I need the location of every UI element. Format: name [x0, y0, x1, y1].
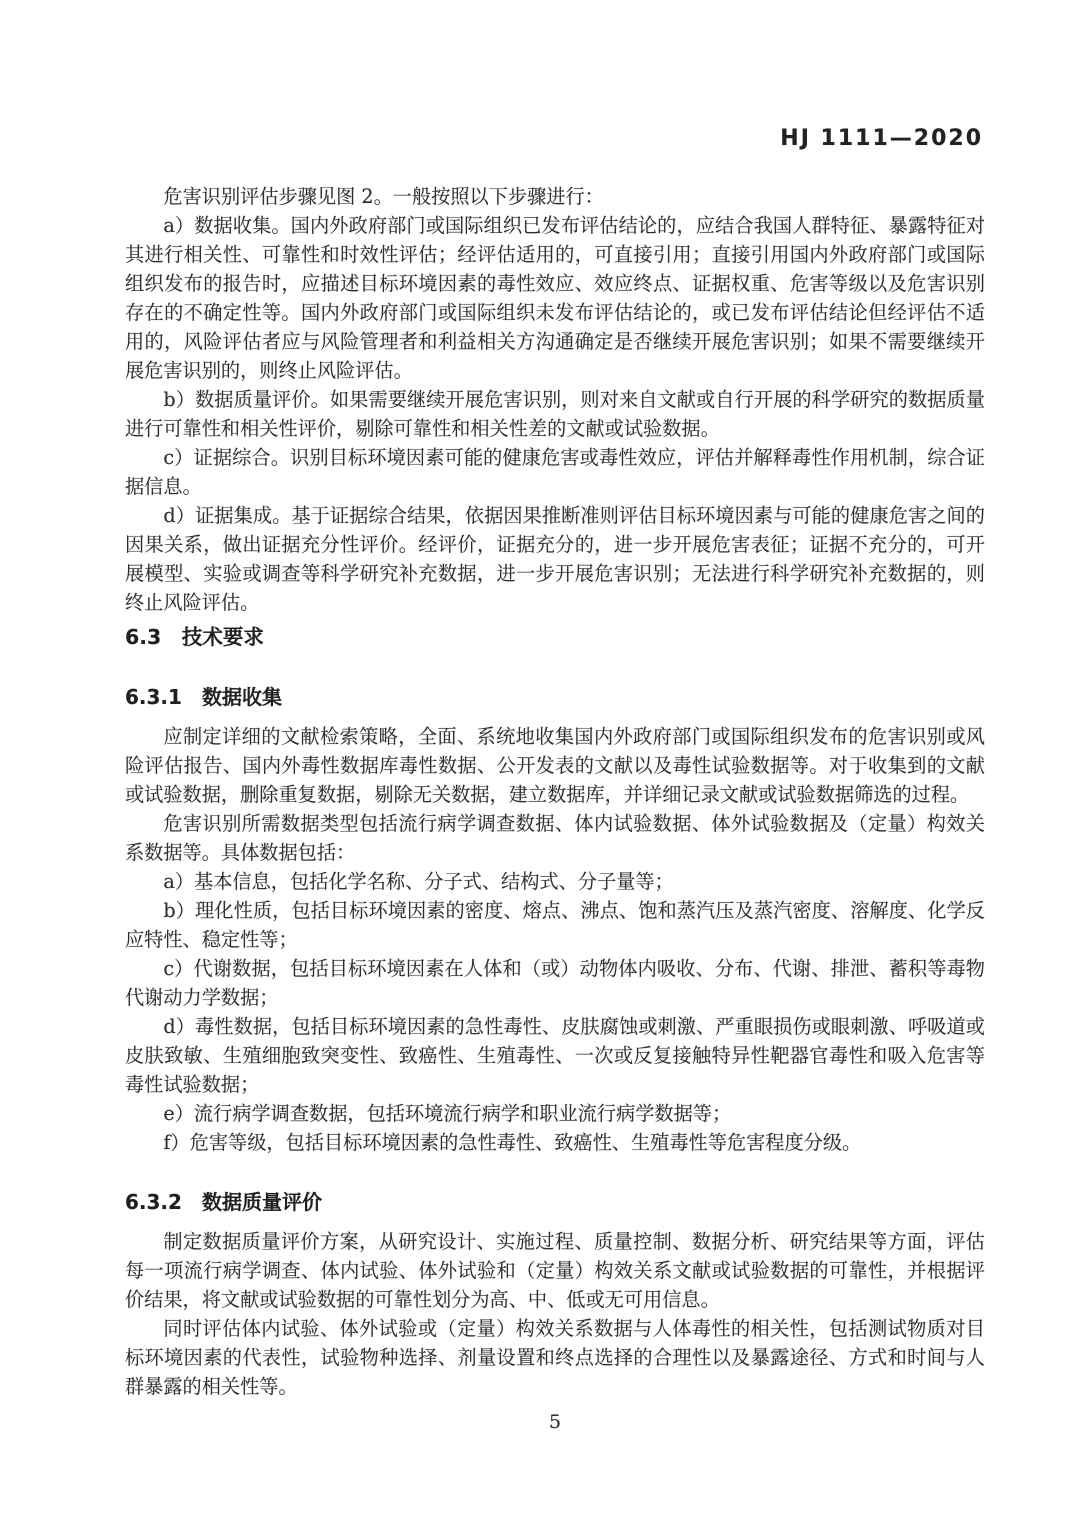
step-d-paragraph: d）证据集成。基于证据综合结果，依据因果推断准则评估目标环境因素与可能的健康危害之间的因果关系，做出证据充分性评价。经评价，证据充分的，进一步开展危害表征；证据不充分的，可开展模型、实验或调查等科学研究补充数据，进一步开展危害识别；无法进行科学研究补充数据的，则终止风险评估。 [125, 504, 985, 614]
data-item-f: f）危害等级，包括目标环境因素的急性毒性、致癌性、生殖毒性等危害程度分级。 [163, 1131, 862, 1154]
data-item-c: c）代谢数据，包括目标环境因素在人体和（或）动物体内吸收、分布、代谢、排泄、蓄积等毒物代谢动力学数据； [125, 957, 985, 1009]
data-item-d: d）毒性数据，包括目标环境因素的急性毒性、皮肤腐蚀或刺激、严重眼损伤或眼刺激、呼吸道或皮肤致敏、生殖细胞致突变性、致癌性、生殖毒性、一次或反复接触特异性靶器官毒性和吸入危害等毒性试验数据； [125, 1015, 985, 1096]
section-heading-6-3: 6.3 技术要求 [125, 625, 264, 649]
step-c-paragraph: c）证据综合。识别目标环境因素可能的健康危害或毒性效应，评估并解释毒性作用机制，综合证据信息。 [125, 446, 985, 498]
data-collection-paragraph-2: 危害识别所需数据类型包括流行病学调查数据、体内试验数据、体外试验数据及（定量）构效关系数据等。具体数据包括： [125, 812, 985, 864]
intro-lead-paragraph: 危害识别评估步骤见图 2。一般按照以下步骤进行： [163, 185, 604, 208]
data-item-e: e）流行病学调查数据，包括环境流行病学和职业流行病学数据等； [163, 1102, 732, 1125]
document-body [125, 182, 985, 1437]
doc-number-header: HJ 1111—2020 [780, 126, 983, 151]
page-number: 5 [548, 1411, 562, 1433]
section-heading-6-3-2: 6.3.2 数据质量评价 [125, 1190, 322, 1214]
quality-eval-paragraph-2: 同时评估体内试验、体外试验或（定量）构效关系数据与人体毒性的相关性，包括测试物质对目标环境因素的代表性，试验物种选择、剂量设置和终点选择的合理性以及暴露途径、方式和时间与人群暴露的相关性等。 [125, 1317, 985, 1398]
data-item-a: a）基本信息，包括化学名称、分子式、结构式、分子量等； [163, 870, 674, 893]
data-collection-paragraph-1: 应制定详细的文献检索策略，全面、系统地收集国内外政府部门或国际组织发布的危害识别或风险评估报告、国内外毒性数据库毒性数据、公开发表的文献以及毒性试验数据等。对于收集到的文献或试验数据，删除重复数据，剔除无关数据，建立数据库，并详细记录文献或试验数据筛选的过程。 [125, 725, 985, 806]
step-a-paragraph: a）数据收集。国内外政府部门或国际组织已发布评估结论的，应结合我国人群特征、暴露特征对其进行相关性、可靠性和时效性评估；经评估适用的，可直接引用；直接引用国内外政府部门或国际组织发布的报告时，应描述目标环境因素的毒性效应、效应终点、证据权重、危害等级以及危害识别存在的不确定性等。国内外政府部门或国际组织未发布评估结论的，或已发布评估结论但经评估不适用的，风险评估者应与风险管理者和利益相关方沟通确定是否继续开展危害识别；如果不需要继续开展危害识别的，则终止风险评估。 [125, 214, 985, 382]
step-b-paragraph: b）数据质量评价。如果需要继续开展危害识别，则对来自文献或自行开展的科学研究的数据质量进行可靠性和相关性评价，剔除可靠性和相关性差的文献或试验数据。 [125, 388, 985, 440]
section-heading-6-3-1: 6.3.1 数据收集 [125, 685, 282, 709]
data-item-b: b）理化性质，包括目标环境因素的密度、熔点、沸点、饱和蒸汽压及蒸汽密度、溶解度、化学反应特性、稳定性等； [125, 899, 985, 951]
quality-eval-paragraph-1: 制定数据质量评价方案，从研究设计、实施过程、质量控制、数据分析、研究结果等方面，评估每一项流行病学调查、体内试验、体外试验和（定量）构效关系文献或试验数据的可靠性，并根据评价结果，将文献或试验数据的可靠性划分为高、中、低或无可用信息。 [125, 1230, 985, 1311]
